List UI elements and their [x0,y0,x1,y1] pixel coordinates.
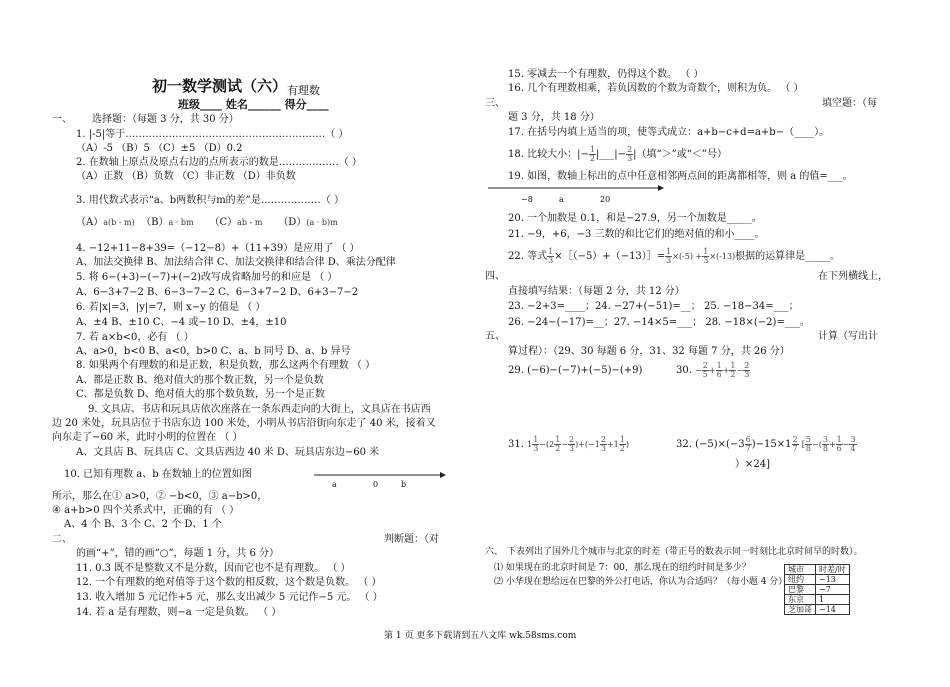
q8: 8. 如果两个有理数的和是正数，积是负数，那么这两个有理数 （ ） [76,360,376,371]
q15: 15. 零减去一个有理数，仍得这个数。 （ ） [508,69,704,80]
q19: 19. 如图，数轴上标出的点中任意相邻两点间的距离都相等，则 a 的值=___。 [508,171,853,182]
table-header-diff: 时差/时 [816,565,850,575]
q3-options: （A）a(b - m) （B）a · bm （C）ab - m （D）(a · b)m [76,217,338,228]
section4-row2: 26. −24−(−17)=__；27. −14×5=___； 28. −18×(−2)=___。 [508,317,810,328]
table-header-city: 城市 [785,565,816,575]
section2-desc2: 的画“+”，错的画“○”，每题 1 分，共 6 分） [76,548,279,559]
q19-label-20: 20 [600,195,611,204]
q10-options: A、4 个 B、3 个 C、2 个 D、1 个 [64,519,222,530]
q16: 16. 几个有理数相乘，若负因数的个数为奇数个，则积为负。 （ ） [508,83,804,94]
q12: 12. 一个有理数的绝对值等于这个数的相反数，这个数是负数。 （ ） [76,577,382,588]
q18: 18. 比较大小：|− $\frac{1}{2}$ |___|− $\frac{2}{3}$ |（填“＞”或“＜”号） [508,145,727,163]
q8-options-ab: A、都是正数 B、绝对值大的那个数正数，另一个是负数 [76,375,324,386]
table-cell-city: 东京 [785,595,816,605]
table-row [785,575,850,585]
table-cell-city: 纽约 [785,575,816,585]
table-cell-diff: −7 [816,585,850,595]
q7: 7. 若 a×b<0，必有 （ ） [76,332,194,343]
q7-options: A、a>0，b<0 B、a<0，b>0 C、a、b 同号 D、a、b 异号 [76,346,351,357]
section3-label: 三、 [485,98,505,109]
q6: 6. 若|x|=3，|y|=7，则 x−y 的值是 （ ） [76,302,266,313]
q10-label-b: b [401,480,407,489]
table-row [785,595,850,605]
table-cell-diff: −14 [816,605,850,615]
section6-label: 六、 [485,547,504,557]
q2: 2. 在数轴上原点及原点右边的点所表示的数是………………（ ） [76,157,362,168]
table-cell-diff: 1 [816,595,850,605]
q22: 22. 等式 $\frac{1}{3}$ ×［（−5）+（−13）］= $\frac{1}{3}$ ×(-5) + $\frac{1}{3}$ ×(-13)根据的运算律是_____。 [508,247,841,265]
section6-desc: 下表列出了国外几个城市与北京的时差（带正号的数表示同一时刻比北京时间早的时数）。 [507,547,863,557]
q32: 32. (−5)×(−3 $\frac{6}{7}$ )−15×1 $\frac{2}{7}$ [ $\frac{5}{8}$ −( $\frac{3}{8}$ + $\frac{1}{6}$ − $\frac{3}{4}$ [676,435,856,453]
q31: 31. 1 $\frac{1}{3}$ −(2 $\frac{1}{2}$ − $\frac{2}{3}$ )+(−1 $\frac{2}{3}$ +1 $\frac{1}{2}$ ) [508,435,629,453]
q9-line1: 9. 文具店、书店和玩具店依次座落在一条东西走向的大街上，文具店在书店西 [88,404,431,415]
section6-q2: ⑵ 小华现在想给远在巴黎的外公打电话，你认为合适吗？（每小题 4 分） [494,577,788,587]
q8-options-cd: C、都是负数 D、绝对值大的那个数负数，另一个是正数 [76,389,325,400]
q19-label-neg8: −8 [521,195,533,204]
q30: 30. − $\frac{2}{5}$ + $\frac{1}{6}$ + $\frac{1}{2}$ − $\frac{2}{3}$ [676,361,750,379]
section2-desc: 判断题：（对 [384,534,439,545]
section2-label: 二、 [52,534,72,545]
section5-desc2: 算过程）：（29、30 每题 6 分，31、32 每题 7 分，共 26 分） [508,346,790,357]
page-subtitle: 有理数 [287,84,320,97]
q9-options: A、文具店 B、玩具店 C、文具店西边 40 米 D、玩具店东边−60 米 [76,447,380,458]
q2-options: （A）正数 （B）负数 （C）非正数 （D）非负数 [76,171,296,182]
q13: 13. 收入增加 5 元记作+5 元，那么支出减少 5 元记作−5 元。 （ ） [76,592,383,603]
q9-line3: 向东走了−60 米，此时小明的位置在 （ ） [52,432,243,443]
page-title: 初一数学测试（六） [152,77,288,95]
q3-expr-a: a(b - m) [103,218,135,227]
page-footer: 第 1 页 更多下载请到五八文库 wk.58sms.com [384,631,577,641]
q4-options: A、加法交换律 B、加法结合律 C、加法交换律和结合律 D、乘法分配律 [76,257,396,268]
table-cell-city: 巴黎 [785,585,816,595]
q1-options: （A）-5 （B）5 （C）±5 （D）0.2 [76,143,243,154]
table-cell-city: 芝加哥 [785,605,816,615]
q10-line2: 所示，那么在① a>0，② −b<0，③ a−b>0， [52,491,268,502]
q10-line1: 10. 已知有理数 a、b 在数轴上的位置如图 [64,469,252,480]
q17: 17. 在括号内填上适当的项，使等式成立：a+b−c+d=a+b−（____）。 [508,127,830,138]
q20: 20. 一个加数是 0.1，和是−27.9，另一个加数是_____。 [508,213,762,224]
q5: 5. 将 6−(+3)−(−7)+(−2)改写成省略加号的和应是 （ ） [76,272,338,283]
section4-desc: 在下列横线上， [818,271,888,282]
section4-desc2: 直接填写结果：（每题 2 分，共 12 分） [508,286,685,297]
time-difference-table [784,564,850,615]
q3-expr-d: (a · b)m [306,218,338,227]
q3-expr-b: a · bm [168,218,194,227]
q14: 14. 若 a 是有理数，则−a 一定是负数。 （ ） [76,607,282,618]
section4-label: 四、 [485,271,505,282]
table-cell-diff: −13 [816,575,850,585]
table-row [785,605,850,615]
q3: 3. 用代数式表示“a、b两数积与m的差”是………………（ ） [76,195,344,206]
q4: 4. −12+11−8+39=（−12−8）+（11+39）是应用了 （ ） [76,243,360,254]
q19-label-a: a [559,195,564,204]
q3-expr-c: ab - m [237,218,263,227]
q1: 1. |-5|等于……………………………………………………（ ） [76,129,349,140]
section6-q1: ⑴ 如果现在的北京时间是 7：00，那么现在的纽约时间是多少？ [494,563,751,573]
section3-desc: 填空题：（每 [822,98,877,109]
section5-desc: 计算（写出计 [818,331,878,342]
q32-tail: ）×24] [735,459,771,470]
table-header-row [785,565,850,575]
q10-line3: ④ a+b>0 四个关系式中，正确的有 （ ） [52,505,240,516]
q6-options: A、±4 B、±10 C、−4 或−10 D、±4，±10 [76,317,287,328]
q5-options: A、6−3+7−2 B、6−3−7−2 C、6−3+7−2 D、6+3−7−2 [76,287,359,298]
section4-row1: 23. −2+3=____；24. −27+(−51)=__； 25. −18−34=___； [508,301,799,312]
student-info: 班级____ 姓名______ 得分____ [178,98,329,111]
section1-desc: 选择题：（每题 3 分，共 30 分） [92,114,239,125]
table-row [785,585,850,595]
section3-desc2: 题 3 分，共 18 分） [508,112,600,123]
q9-line2: 边 20 米处，玩具店位于书店东边 100 米处，小明从书店沿街向东走了 40 米，接着又 [52,418,436,429]
q19-number-line [486,182,666,194]
section5-label: 五、 [485,331,505,342]
q10-label-0: 0 [373,480,379,489]
q10-label-a: a [332,480,337,489]
q29: 29. (−6)−(−7)+(−5)−(+9) [508,365,643,376]
section1-label: 一、 [52,114,72,125]
q21: 21. −9，+6，−3 三数的和比它们的绝对值的和小____。 [508,229,765,240]
q11: 11. 0.3 既不是整数又不是分数，因而它也不是有理数。 （ ） [76,563,351,574]
